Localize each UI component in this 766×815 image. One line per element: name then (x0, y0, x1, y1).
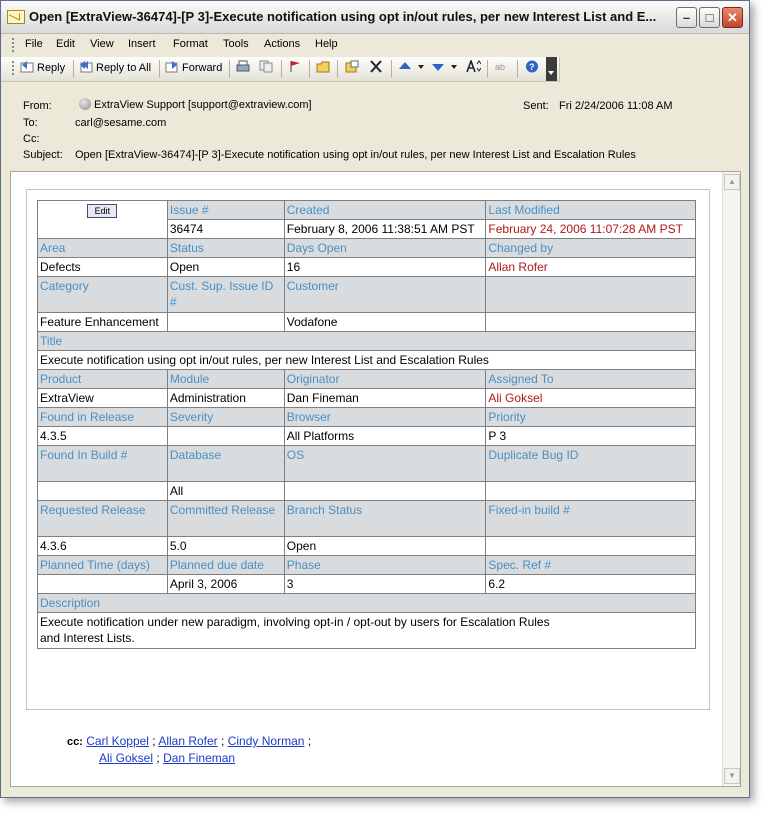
chevron-down-icon (546, 57, 560, 70)
description-value (38, 613, 696, 649)
move-to-folder-button[interactable] (316, 60, 333, 78)
toolbar-options-button[interactable] (546, 57, 557, 81)
toolbar-separator (309, 60, 310, 78)
font-size-icon (465, 60, 479, 73)
reply-label: Reply (37, 62, 66, 74)
field-label: Branch Status (284, 501, 486, 537)
envelope-icon (7, 10, 25, 24)
forward-icon (165, 60, 179, 73)
field-value (167, 313, 284, 332)
from-value[interactable] (79, 98, 312, 111)
field-label: Requested Release (38, 501, 168, 537)
cc-separator: ; (156, 751, 160, 765)
field-label: Days Open (284, 239, 486, 258)
field-label: Module (167, 370, 284, 389)
menu-format[interactable]: Format (173, 38, 208, 50)
toolbar-separator (159, 60, 160, 78)
issue-number: 36474 (167, 220, 284, 239)
assigned-to-value: Ali Goksel (486, 389, 696, 408)
field-value: 4.3.5 (38, 427, 168, 446)
field-label: Priority (486, 408, 696, 427)
sent-value: Fri 2/24/2006 11:08 AM (559, 100, 673, 112)
field-label: Database (167, 446, 284, 482)
field-value: Vodafone (284, 313, 486, 332)
toolbar-separator (337, 60, 338, 78)
menu-tools[interactable]: Tools (223, 38, 249, 50)
svg-text:?: ? (529, 62, 535, 72)
field-label: Severity (167, 408, 284, 427)
dropdown-arrow-icon (450, 60, 464, 73)
toolbar-separator (229, 60, 230, 78)
created-date: February 8, 2006 11:38:51 AM PST (284, 220, 486, 239)
field-label: Fixed-in build # (486, 501, 696, 537)
field-value (486, 313, 696, 332)
toolbar (1, 57, 560, 82)
field-value: Open (167, 258, 284, 277)
subject-value: Open [ExtraView-36474]-[P 3]-Execute notification using opt in/out rules, per new Interest List and Escalation Rules (75, 149, 636, 161)
message-header (1, 83, 749, 165)
copy-button[interactable] (259, 60, 276, 78)
field-label: Area (38, 239, 168, 258)
dropdown-arrow-icon (417, 60, 431, 73)
field-value (38, 482, 168, 501)
menu-grip[interactable] (12, 38, 17, 52)
field-value: 4.3.6 (38, 537, 168, 556)
field-label: Browser (284, 408, 486, 427)
vertical-scrollbar[interactable] (722, 172, 740, 786)
cc-list (67, 733, 311, 766)
field-label: Found in Release (38, 408, 168, 427)
to-label: To: (23, 117, 38, 129)
flag-icon (288, 60, 302, 73)
menu-file[interactable]: File (25, 38, 43, 50)
field-label: Category (38, 277, 168, 313)
delete-x-icon (369, 60, 383, 73)
field-label: Issue # (167, 201, 284, 220)
printer-icon (236, 60, 250, 73)
translate-icon (495, 60, 509, 73)
field-label: Last Modified (486, 201, 696, 220)
cc-separator: ; (152, 734, 156, 748)
subject-label: Subject: (23, 149, 63, 161)
reply-all-label: Reply to All (96, 62, 152, 74)
copy-icon (259, 60, 273, 73)
field-label: Assigned To (486, 370, 696, 389)
field-label: Originator (284, 370, 486, 389)
help-button[interactable] (525, 60, 542, 78)
description-line: and Interest Lists. (40, 631, 135, 645)
forward-label: Forward (182, 62, 223, 74)
cc-link[interactable]: Dan Fineman (163, 751, 236, 765)
move-button[interactable] (345, 60, 362, 78)
field-label: Changed by (486, 239, 696, 258)
minimize-button[interactable] (676, 7, 697, 28)
reply-button[interactable] (20, 60, 65, 78)
reply-all-icon (79, 60, 93, 73)
cc-link[interactable]: Allan Rofer (158, 734, 218, 748)
field-label: Status (167, 239, 284, 258)
cc-list-label: cc: (67, 736, 83, 748)
field-label: Found In Build # (38, 446, 168, 482)
toolbar-separator (517, 60, 518, 78)
field-label: Planned due date (167, 556, 284, 575)
next-item-button[interactable] (431, 60, 448, 78)
field-value: Open (284, 537, 486, 556)
field-value: 6.2 (486, 575, 696, 594)
presence-icon (79, 98, 91, 110)
field-label: Title (38, 332, 696, 351)
field-value (38, 575, 168, 594)
field-value: Feature Enhancement (38, 313, 168, 332)
field-label: Created (284, 201, 486, 220)
toolbar-separator (391, 60, 392, 78)
field-value: Defects (38, 258, 168, 277)
toolbar-grip[interactable] (12, 61, 17, 75)
field-value: Administration (167, 389, 284, 408)
delete-button[interactable] (369, 60, 386, 78)
cc-separator: ; (307, 734, 312, 748)
message-body (10, 171, 741, 787)
to-value[interactable]: carl@sesame.com (75, 117, 167, 129)
field-value: All (167, 482, 284, 501)
from-address: ExtraView Support [support@extraview.com] (94, 99, 312, 111)
toolbar-separator (281, 60, 282, 78)
edit-cell (38, 201, 168, 239)
up-arrow-icon (398, 60, 412, 73)
sent-label: Sent: (523, 100, 549, 112)
previous-item-button[interactable] (398, 60, 415, 78)
cc-label: Cc: (23, 133, 40, 145)
issue-title: Execute notification using opt in/out rules, per new Interest List and Escalation Rules (38, 351, 696, 370)
print-button[interactable] (236, 60, 253, 78)
field-value: P 3 (486, 427, 696, 446)
toolbar-separator (487, 60, 488, 78)
field-label: Spec. Ref # (486, 556, 696, 575)
window-title: Open [ExtraView-36474]-[P 3]-Execute notification using opt in/out rules, per new Interest List and E... (29, 9, 657, 24)
field-value (284, 482, 486, 501)
menu-help[interactable]: Help (315, 38, 338, 50)
field-value: April 3, 2006 (167, 575, 284, 594)
scroll-up-icon[interactable]: ▲ (724, 174, 740, 190)
field-label: Duplicate Bug ID (486, 446, 696, 482)
edit-button[interactable]: Edit (87, 204, 117, 218)
down-arrow-icon (431, 60, 445, 73)
menu-insert[interactable]: Insert (128, 38, 156, 50)
issue-table (37, 200, 696, 649)
field-value: Dan Fineman (284, 389, 486, 408)
field-label: OS (284, 446, 486, 482)
field-label: Customer (284, 277, 486, 313)
from-label: From: (23, 100, 52, 112)
field-value: ExtraView (38, 389, 168, 408)
move-icon (345, 60, 359, 73)
field-value (167, 427, 284, 446)
reply-icon (20, 60, 34, 73)
maximize-button[interactable] (699, 7, 720, 28)
flag-button[interactable] (288, 60, 305, 78)
field-label (486, 277, 696, 313)
svg-text:ab: ab (495, 62, 506, 72)
cc-link[interactable]: Carl Koppel (86, 734, 149, 748)
maximize-icon: □ (705, 10, 714, 25)
menu-bar (1, 34, 749, 56)
close-icon: ✕ (727, 10, 738, 25)
translate-button[interactable] (495, 60, 512, 78)
scroll-down-icon[interactable]: ▼ (724, 768, 740, 784)
field-label: Committed Release (167, 501, 284, 537)
field-value: 5.0 (167, 537, 284, 556)
field-label: Cust. Sup. Issue ID # (167, 277, 284, 313)
minimize-icon: – (682, 10, 691, 25)
description-line: Execute notification under new paradigm, involving opt-in / opt-out by users for Escalation Rules (40, 615, 550, 629)
last-modified-date: February 24, 2006 11:07:28 AM PST (486, 220, 696, 239)
field-label: Phase (284, 556, 486, 575)
forward-button[interactable] (165, 60, 222, 78)
font-size-button[interactable] (465, 60, 482, 78)
cc-link[interactable]: Ali Goksel (99, 751, 154, 765)
menu-actions[interactable]: Actions (264, 38, 301, 50)
field-value (486, 482, 696, 501)
close-button[interactable] (722, 7, 743, 28)
changed-by-value: Allan Rofer (486, 258, 696, 277)
field-value (486, 537, 696, 556)
toolbar-separator (73, 60, 74, 78)
menu-view[interactable]: View (90, 38, 114, 50)
menu-edit[interactable]: Edit (56, 38, 75, 50)
field-label: Planned Time (days) (38, 556, 168, 575)
field-value: All Platforms (284, 427, 486, 446)
field-value: 3 (284, 575, 486, 594)
cc-link[interactable]: Cindy Norman (227, 734, 305, 748)
cc-separator: ; (221, 734, 225, 748)
field-label: Product (38, 370, 168, 389)
field-label: Description (38, 594, 696, 613)
title-bar[interactable] (1, 1, 749, 34)
help-icon (525, 60, 539, 73)
folder-icon (316, 60, 330, 73)
field-value: 16 (284, 258, 486, 277)
reply-all-button[interactable] (79, 60, 151, 78)
